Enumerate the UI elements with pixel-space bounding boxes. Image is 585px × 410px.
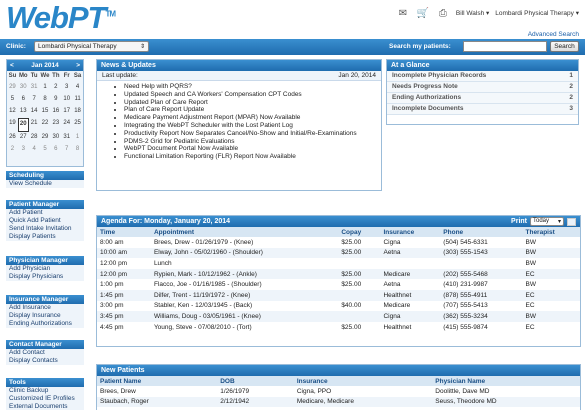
calendar-day[interactable]: 11 — [74, 96, 81, 102]
agenda-row[interactable] — [97, 237, 580, 248]
calendar-day[interactable]: 18 — [74, 108, 81, 114]
agenda-cell: (878) 555-4911 — [440, 290, 522, 301]
sidebar-section-title: Scheduling — [6, 171, 84, 180]
calendar-day[interactable]: 4 — [75, 84, 80, 90]
agenda-cell: Medicare — [380, 269, 440, 280]
search-label: Search my patients: — [389, 43, 451, 50]
news-item[interactable]: • PDMS-2 Grid for Pediatric Evaluations — [124, 138, 375, 146]
agenda-tools — [511, 217, 576, 226]
agenda-cell: BW — [525, 238, 536, 246]
calendar-grid — [7, 71, 83, 156]
agenda-cell: Cigna — [383, 238, 401, 246]
sidebar-section-title: Physician Manager — [6, 256, 84, 265]
sidebar-section-title: Tools — [6, 378, 84, 387]
agenda-cell: BW — [525, 259, 536, 267]
agenda-cell: $40.00 — [341, 302, 362, 310]
sidebar-section-title: Insurance Manager — [6, 295, 84, 304]
calendar-day[interactable]: 10 — [63, 96, 71, 102]
agenda-cell: Young, Steve - 07/08/2010 - (Tort) — [153, 323, 252, 331]
sidebar-section-title: Patient Manager — [6, 200, 84, 209]
news-list — [97, 81, 381, 190]
calendar-day[interactable]: 7 — [32, 96, 36, 102]
advanced-search-link[interactable]: Advanced Search — [527, 31, 579, 38]
agenda-cell — [440, 258, 522, 269]
calendar-day[interactable]: 8 — [43, 96, 47, 102]
glance-count: 2 — [569, 94, 573, 101]
calendar-day[interactable]: 1 — [43, 84, 47, 90]
agenda-cell: (415) 555-9874 — [443, 323, 488, 331]
sidebar-link[interactable]: Add Contact — [6, 349, 84, 357]
webpt-logo[interactable]: WebPT™ — [6, 0, 116, 35]
calendar-day[interactable]: 26 — [9, 134, 16, 140]
agenda-cell: $25.00 — [338, 269, 380, 280]
calendar-dow: Fr — [63, 73, 70, 79]
agenda-cell — [380, 258, 440, 269]
news-item[interactable]: • Need Help with PQRS? — [124, 83, 375, 91]
sidebar-link[interactable]: Display Insurance — [6, 312, 84, 320]
agenda-cell: BW — [523, 248, 581, 259]
calendar-day[interactable]: 30 — [52, 134, 60, 140]
agenda-title: Agenda For: Monday, January 20, 2014 Print Today ▾ — [97, 216, 580, 227]
agenda-cell: Cigna — [380, 311, 440, 322]
sidebar-section — [6, 378, 84, 410]
agenda-cell: BW — [523, 311, 581, 322]
new-patient-cell: Medicare, Medicare — [294, 397, 432, 408]
new-patients-column-header: DOB — [217, 376, 294, 386]
new-patients-column-header: Patient Name — [97, 376, 217, 386]
agenda-cell: (202) 555-5468 — [440, 269, 522, 280]
calendar-day[interactable]: 3 — [65, 84, 69, 90]
calendar-day[interactable]: 17 — [63, 108, 71, 114]
new-patient-row[interactable] — [97, 386, 580, 397]
agenda-cell — [338, 258, 380, 269]
sidebar-link[interactable]: Display Contacts — [6, 357, 84, 365]
clinic-search-bar — [0, 39, 585, 55]
calendar-grid-icon[interactable] — [567, 218, 576, 226]
agenda-column-header: Appointment — [151, 227, 338, 237]
news-item[interactable]: • WebPT Document Portal Now Available — [124, 145, 375, 153]
glance-title: At a Glance — [387, 60, 578, 71]
news-item[interactable]: • Functional Limitation Reporting (FLR) Report Now Available — [124, 153, 375, 161]
agenda-cell: 4:45 pm — [100, 323, 124, 331]
news-panel — [96, 59, 382, 191]
mini-calendar — [6, 59, 84, 167]
agenda-cell: (504) 545-6331 — [443, 238, 488, 246]
agenda-cell: EC — [525, 323, 535, 331]
glance-row[interactable] — [387, 104, 578, 115]
calendar-day[interactable]: 2 — [54, 84, 58, 90]
glance-label: Incomplete Physician Records — [392, 72, 487, 79]
calendar-day[interactable]: 6 — [21, 96, 25, 102]
chevron-down-icon: ⇕ — [139, 44, 145, 50]
sidebar-section — [6, 340, 84, 365]
agenda-column-header: Copay — [338, 227, 380, 237]
cart-icon[interactable]: 🛒 — [416, 7, 430, 19]
calendar-day[interactable]: 22 — [41, 120, 49, 126]
sidebar-link[interactable]: Send Intake Invitation — [6, 225, 84, 233]
news-last-update: Last update: Jan 20, 2014 — [97, 71, 381, 81]
sidebar-link[interactable]: Quick Add Patient — [6, 217, 84, 225]
calendar-day[interactable]: 19 — [9, 120, 16, 126]
calendar-prev-button[interactable]: < — [10, 62, 14, 69]
news-item[interactable]: • Plan of Care Report Update — [124, 106, 375, 114]
agenda-cell: Stabler, Ken - 12/03/1945 - (Back) — [153, 302, 253, 310]
calendar-day[interactable]: 14 — [30, 108, 38, 114]
calendar-dow: Su — [8, 73, 17, 79]
agenda-cell: Healthnet — [380, 290, 440, 301]
sidebar-link[interactable]: External Documents — [6, 403, 84, 410]
news-item[interactable]: • Updated Plan of Care Report — [124, 99, 375, 107]
agenda-cell: 12:00 pm — [100, 259, 128, 267]
clinic-label: Clinic: — [6, 43, 26, 50]
sidebar-section — [6, 256, 84, 281]
news-item[interactable]: • Medicare Payment Adjustment Report (MPAR) Now Available — [124, 114, 375, 122]
agenda-table — [97, 227, 580, 332]
agenda-row[interactable] — [97, 279, 580, 290]
calendar-day[interactable]: 13 — [19, 108, 27, 114]
calendar-day[interactable]: 21 — [30, 120, 38, 126]
agenda-cell: 3:45 pm — [97, 311, 151, 322]
calendar-day[interactable]: 16 — [52, 108, 60, 114]
agenda-cell: Medicare — [383, 302, 411, 310]
glance-row[interactable] — [387, 71, 578, 82]
new-patients-panel — [96, 364, 581, 410]
agenda-cell: Aetna — [380, 248, 440, 259]
calendar-header — [7, 60, 83, 71]
glance-count: 3 — [569, 105, 573, 112]
glance-row[interactable] — [387, 93, 578, 104]
calendar-day[interactable]: 31 — [63, 134, 71, 140]
calendar-day[interactable]: 6 — [54, 146, 58, 152]
sidebar-link[interactable]: View Schedule — [6, 180, 84, 188]
agenda-row[interactable] — [97, 322, 580, 333]
calendar-day-today[interactable]: 20 — [18, 118, 29, 132]
sidebar-link[interactable]: Ending Authorizations — [6, 320, 84, 328]
agenda-row[interactable] — [97, 269, 580, 280]
agenda-cell: $25.00 — [341, 238, 362, 246]
new-patient-cell: Staubach, Roger — [97, 397, 217, 408]
calendar-dow: Th — [52, 73, 60, 79]
clinic-menu[interactable]: Lombardi Physical Therapy ▾ — [495, 10, 579, 17]
agenda-cell: $25.00 — [341, 323, 362, 331]
new-patient-cell: Seuss, Theodore MD — [432, 397, 580, 408]
agenda-cell: $25.00 — [338, 248, 380, 259]
glance-count: 2 — [569, 83, 573, 90]
calendar-day[interactable]: 7 — [65, 146, 69, 152]
sidebar-link[interactable]: Display Physicians — [6, 273, 84, 281]
search-button[interactable]: Search — [550, 41, 579, 52]
calendar-dow: Mo — [18, 73, 28, 79]
header-toolbar — [396, 8, 579, 18]
glance-label: Needs Progress Note — [392, 83, 458, 90]
calendar-next-button[interactable]: > — [76, 62, 80, 69]
clinic-select[interactable]: Lombardi Physical Therapy ⇕ — [34, 41, 149, 52]
agenda-cell: $25.00 — [341, 281, 362, 289]
calendar-day[interactable]: 23 — [52, 120, 60, 126]
new-patients-table — [97, 376, 580, 407]
glance-row[interactable] — [387, 82, 578, 93]
agenda-row[interactable] — [97, 311, 580, 322]
calendar-day[interactable]: 8 — [75, 146, 80, 152]
new-patient-cell: 1/26/1979 — [220, 387, 250, 395]
calendar-dow: Sa — [73, 73, 82, 79]
calendar-day[interactable]: 24 — [63, 120, 71, 126]
agenda-cell: Dilfer, Trent - 11/19/1972 - (Knee) — [151, 290, 338, 301]
agenda-cell: EC — [523, 290, 581, 301]
calendar-day[interactable]: 9 — [54, 96, 58, 102]
calendar-day[interactable]: 3 — [21, 146, 25, 152]
agenda-cell: EC — [523, 269, 581, 280]
agenda-panel — [96, 215, 581, 347]
calendar-day[interactable]: 27 — [19, 134, 27, 140]
sidebar-section-title: Contact Manager — [6, 340, 84, 349]
new-patient-cell: 2/12/1942 — [217, 397, 294, 408]
agenda-range-select[interactable]: Today ▾ — [530, 217, 564, 226]
agenda-cell: 10:00 am — [97, 248, 151, 259]
agenda-cell: Rypien, Mark - 10/12/1962 - (Ankle) — [151, 269, 338, 280]
sidebar-section — [6, 200, 84, 241]
agenda-row[interactable] — [97, 258, 580, 269]
news-item[interactable]: • Integrating the WebPT Scheduler with the Lost Patient Log — [124, 122, 375, 130]
calendar-day[interactable]: 5 — [43, 146, 47, 152]
agenda-row[interactable] — [97, 248, 580, 259]
calendar-day[interactable]: 30 — [19, 84, 27, 90]
agenda-cell: Williams, Doug - 03/05/1961 - (Knee) — [151, 311, 338, 322]
sidebar-section — [6, 295, 84, 328]
agenda-cell: (362) 555-3234 — [440, 311, 522, 322]
agenda-cell: Brees, Drew - 01/26/1979 - (Knee) — [153, 238, 254, 246]
agenda-cell — [338, 311, 380, 322]
user-menu[interactable]: Bill Walsh ▾ — [455, 10, 490, 17]
agenda-cell: Flacco, Joe - 01/16/1985 - (Shoulder) — [153, 281, 262, 289]
news-title: News & Updates — [97, 60, 381, 71]
calendar-day[interactable]: 2 — [10, 146, 15, 152]
glance-count: 1 — [569, 72, 573, 79]
sidebar-link[interactable]: Customized IE Profiles — [6, 395, 84, 403]
agenda-cell: 3:00 pm — [100, 302, 124, 310]
agenda-cell: 1:45 pm — [97, 290, 151, 301]
agenda-cell: (410) 231-9987 — [443, 281, 488, 289]
glance-label: Incomplete Documents — [392, 105, 464, 112]
glance-list — [387, 71, 578, 115]
calendar-day[interactable]: 1 — [75, 134, 80, 140]
calendar-day[interactable]: 28 — [30, 134, 38, 140]
sidebar-link[interactable]: Add Patient — [6, 209, 84, 217]
sidebar-link[interactable]: Clinic Backup — [6, 387, 84, 395]
calendar-day[interactable]: 12 — [9, 108, 16, 114]
new-patients-column-header: Physician Name — [432, 376, 580, 386]
calendar-day[interactable]: 29 — [9, 84, 16, 90]
calendar-day[interactable]: 29 — [41, 134, 49, 140]
print-label[interactable]: Print — [511, 218, 527, 225]
calendar-day[interactable]: 31 — [30, 84, 38, 90]
agenda-column-header: Phone — [440, 227, 522, 237]
calendar-day[interactable]: 15 — [41, 108, 49, 114]
agenda-cell: 12:00 pm — [97, 269, 151, 280]
printer-icon[interactable]: ⎙ — [438, 7, 447, 19]
calendar-day[interactable]: 25 — [74, 120, 81, 126]
sidebar-link[interactable]: Add Physician — [6, 265, 84, 273]
new-patients-title: New Patients — [97, 365, 580, 376]
agenda-cell: Healthnet — [383, 323, 412, 331]
agenda-cell: Lunch — [153, 259, 172, 267]
agenda-row[interactable] — [97, 301, 580, 312]
agenda-column-header: Time — [97, 227, 151, 237]
agenda-cell: (707) 555-5413 — [443, 302, 488, 310]
calendar-month-title: Jan 2014 — [31, 62, 59, 69]
agenda-column-header: Therapist — [523, 227, 581, 237]
agenda-column-header: Insurance — [380, 227, 440, 237]
agenda-cell: 8:00 am — [100, 238, 124, 246]
calendar-day[interactable]: 5 — [10, 96, 15, 102]
news-item[interactable]: • Productivity Report Now Separates Cancel/No-Show and Initial/Re-Examinations — [124, 130, 375, 138]
new-patient-cell: Doolittle, Dave MD — [435, 387, 490, 395]
glance-panel — [386, 59, 579, 125]
calendar-dow: Tu — [30, 73, 38, 79]
agenda-cell: BW — [525, 281, 536, 289]
sidebar-link[interactable]: Add Insurance — [6, 304, 84, 312]
agenda-row[interactable] — [97, 290, 580, 301]
agenda-cell — [338, 290, 380, 301]
mail-icon[interactable]: ✉ — [398, 7, 408, 19]
news-item[interactable]: • Updated Speech and CA Workers' Compensation CPT Codes — [124, 91, 375, 99]
sidebar-link[interactable]: Display Patients — [6, 233, 84, 241]
calendar-dow: We — [40, 73, 50, 79]
new-patient-cell: Cigna, PPO — [296, 387, 332, 395]
agenda-cell: 1:00 pm — [100, 281, 124, 289]
new-patient-cell: Brees, Drew — [100, 387, 136, 395]
sidebar-section — [6, 171, 84, 188]
new-patients-column-header: Insurance — [294, 376, 432, 386]
calendar-day[interactable]: 4 — [32, 146, 36, 152]
header — [0, 0, 585, 38]
glance-label: Ending Authorizations — [392, 94, 462, 101]
agenda-cell: Elway, John - 05/02/1960 - (Shoulder) — [151, 248, 338, 259]
new-patient-row[interactable] — [97, 397, 580, 408]
agenda-cell: EC — [525, 302, 535, 310]
agenda-cell: Aetna — [383, 281, 401, 289]
agenda-cell: (303) 555-1543 — [440, 248, 522, 259]
search-input[interactable] — [463, 41, 547, 52]
